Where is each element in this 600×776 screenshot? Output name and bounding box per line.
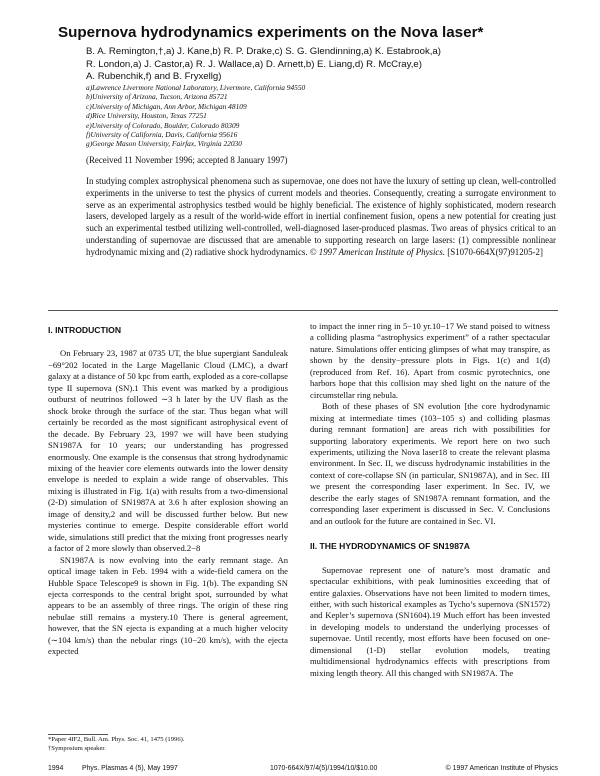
- footnote: *Paper 4IF2, Bull. Am. Phys. Soc. 41, 1475 (1996).: [48, 736, 185, 743]
- abstract-doi: [S1070-664X(97)91205-2]: [447, 246, 543, 257]
- author-line: R. London,a) J. Castor,a) R. J. Wallace,a) D. Arnett,b) E. Liang,d) R. McCray,e): [86, 58, 422, 70]
- paragraph: to impact the inner ring in 5−10 yr.10−17 We stand poised to witness a colliding plasma “astrophysics experiment” of a rather spectacular nature. Simulations offer enticing glimpses of what may transpire, as shown by the density−pressure plots in Figs. 1(c) and 1(d) (reproduced from Ref. 16). Apart from cosmic pyrotechnics, one harbors hope that this collision may shed light on the nature of the circumstellar ring nebula.: [310, 321, 550, 400]
- author-line: B. A. Remington,†,a) J. Kane,b) R. P. Drake,c) S. G. Glendinning,a) K. Estabrook,a): [86, 46, 441, 57]
- abstract-copyright: © 1997 American Institute of Physics.: [309, 246, 446, 257]
- paragraph: Both of these phases of SN evolution [the core hydrodynamic mixing at intermediate times (103−105 s) and colliding plasmas during remnant formation] are areas rich with possibilities for supporting laboratory experiments. We report here on two such experiments, utilizing the Nova laser18 to create the relevant plasma environment. In Sec. II, we discuss hydrodynamic instabilities in the context of core-collapse SN (in particular, SN1987A), and in Sec. III we present the corresponding laser experiment. In Sec. IV, we describe the early stages of SN1987A remnant formation, and the corresponding laser experiment is discussed in Sec. V. Conclusions and an outlook for the future are contained in Sec. VI.: [310, 401, 550, 526]
- footer-copyright: © 1997 American Institute of Physics: [445, 765, 558, 772]
- left-column: [48, 325, 288, 658]
- affiliation: c)University of Michigan, Ann Arbor, Michigan 48109: [86, 101, 247, 111]
- abstract-divider: [48, 310, 558, 311]
- author-list: [86, 46, 556, 84]
- section-heading-hydrodynamics: II. THE HYDRODYNAMICS OF SN1987A: [310, 541, 470, 552]
- paper-title: Supernova hydrodynamics experiments on the Nova laser*: [58, 24, 484, 41]
- journal-citation: Phys. Plasmas 4 (5), May 1997: [82, 765, 178, 772]
- abstract-text: In studying complex astrophysical phenomena such as supernovae, one does not have the luxury of setting up clean, well-controlled experiments in the universe to test the physics of current models and theories. Consequently, creating a surrogate environment to serve as an experimental astrophysics testbed would be highly beneficial. The existence of highly sophisticated, modern research lasers, developed largely as a result of the world-wide effort in inertial confinement fusion, opens a new potential for creating just such an experimental testbed utilizing well-controlled, well-diagnosed laser-produced plasmas. Two areas of physics critical to an understanding of supernovae are discussed that are amenable to supporting research on large lasers: (1) compressible nonlinear hydrodynamic mixing and (2) radiative shock hydrodynamics.: [86, 176, 556, 257]
- abstract: [86, 176, 556, 258]
- footnote-divider: [48, 734, 108, 735]
- affiliation: d)Rice University, Houston, Texas 77251: [86, 111, 207, 121]
- affiliation-list: [86, 83, 556, 149]
- received-dates: (Received 11 November 1996; accepted 8 January 1997): [86, 155, 288, 165]
- page-footer: [48, 765, 558, 775]
- section-heading-introduction: I. INTRODUCTION: [48, 325, 122, 335]
- journal-code: 1070-664X/97/4(5)/1994/10/$10.00: [270, 765, 378, 772]
- footnote: †Symposium speaker.: [48, 744, 106, 752]
- footnotes: [48, 736, 184, 754]
- affiliation: f)University of California, Davis, California 95616: [86, 130, 238, 140]
- affiliation: g)George Mason University, Fairfax, Virginia 22030: [86, 139, 242, 149]
- right-column: [310, 321, 550, 679]
- paragraph: Supernovae represent one of nature’s most dramatic and spectacular exhibitions, with peak luminosities exceeding that of entire galaxies. Observations have not been limited to modern times, either, with such historical examples as Tycho’s supernova (SN1572) and Kepler’s supernova (SN1604).19 Much effort has been invested in developing models to understand the underlying processes of supernovae. Until recently, most efforts have been focused on one-dimensional (1-D) stellar evolution models, treating multidimensional hydrodynamics effects with prescriptions from mixing length theory. All this changed with SN1987A. The: [310, 564, 550, 678]
- affiliation: e)University of Colorado, Boulder, Colorado 80309: [86, 120, 240, 130]
- author-line: A. Rubenchik,f) and B. Fryxellg): [86, 71, 222, 83]
- affiliation: a)Lawrence Livermore National Laboratory, Livermore, California 94550: [86, 83, 306, 92]
- paragraph: On February 23, 1987 at 0735 UT, the blue supergiant Sanduleak −69°202 located in the Large Magellanic Cloud (LMC), a dwarf galaxy at a distance of 50 kpc from earth, exploded as a core-collapse type II supernova (SN).1 This event was marked by a prodigious outburst of neutrinos followed ∼3 h later by the UV flash as the shock broke through the surface of the star. Thus began what will certainly be recorded as the most significant astrophysical event of the decade. By February 23, 1997 we will have been studying SN1987A for 10 years; our understanding has progressed enormously. One example is the consensus that strong hydrodynamic mixing of the heavier core elements outwards into the lower density envelope is needed to explain a wide range of observables. This mixing is illustrated in Fig. 1(a) with results from a two-dimensional (2-D) simulation of SN1987A at 3.6 h after explosion showing an image of density,2 and will be discussed further below. But new mysteries continue to emerge. Despite considerable effort world wide, simulations still predict that the mixing front progresses nearly a factor of 2 more slowly than observed.2−8: [48, 348, 288, 554]
- affiliation: b)University of Arizona, Tucson, Arizona 85721: [86, 92, 228, 102]
- paragraph: SN1987A is now evolving into the early remnant stage. An optical image taken in Feb. 1994 with a wide-field camera on the Hubble Space Telescope9 is shown in Fig. 1(b). The expanding SN ejecta corresponds to the central bright spot, surrounded by what appears to be an assembly of three rings. The origin of these ring nebulae still remains a mystery.10 There is general agreement, however, that the SN ejecta is expanding at a much higher velocity (∼104 km/s) than the nebular rings (10−20 km/s), with the ejecta expected: [48, 554, 288, 657]
- page-number: 1994: [48, 765, 64, 772]
